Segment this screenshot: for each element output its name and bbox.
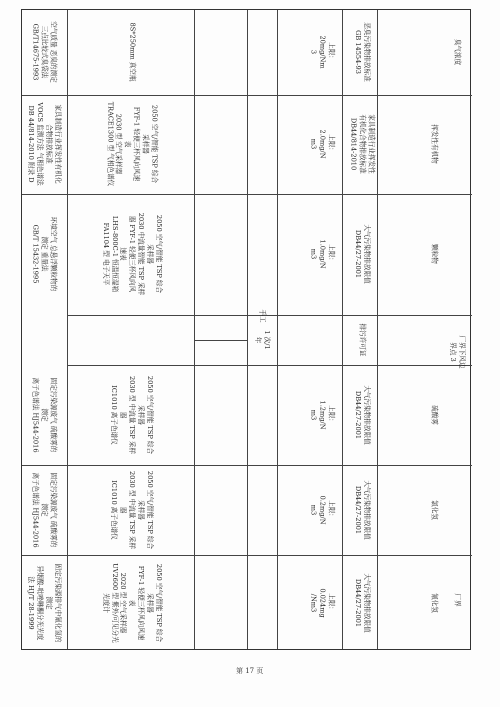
row-divider: [22, 555, 472, 556]
test-method-cell: 空气质量 恶臭的测定 三点比较式臭袋法 GB/T14675-1993: [31, 21, 58, 83]
col-divider: [194, 10, 195, 649]
limit-cell: 上限： 20mg/Nm 3: [309, 35, 336, 69]
col-divider: [377, 10, 378, 649]
col-divider: [67, 10, 68, 649]
factor-cell: 挥发性有机物: [430, 124, 439, 164]
row-divider: [22, 194, 472, 195]
method-cell: 2050 空气/智能 TSP 综合 采样器 2030 型 中流量 TSP 采样 器 IC1010 离子色谱仪: [110, 375, 155, 455]
method-cell: 8S*250mm 真空瓶: [128, 22, 137, 82]
page-number: 第 17 页: [236, 667, 264, 675]
col-divider: [277, 10, 278, 649]
col-divider: [247, 10, 248, 649]
standard-cell: 大气污染物排放限值 DB44/27-2001: [354, 480, 371, 540]
limit-cell: 上限： 1.0mg/N m3: [309, 239, 336, 269]
frequency-cell: 1 次/1 年: [254, 330, 271, 350]
method-cell: 2050 空气/智能 TSP 综合 采样器 2030 型 中流量 TSP 采样 器 IC1010 离子色谱仪: [110, 470, 155, 550]
limit-cell: 上限： 1.2mg/N m3: [309, 400, 336, 430]
row-divider: [22, 465, 472, 466]
method-cell: 2050 空气/智能 TSP 综合 采样器 2030 中流量智能 TSP 采样 器 FYF-1 轻便三杯风向风 速表 LHS-800C-1 恒温恒湿箱 FA1104 型 电子天平: [101, 212, 164, 296]
standard-cell: 大气污染物排放限值 DB44/27-2001: [354, 385, 371, 445]
factor-cell: 氯化氢: [430, 500, 439, 520]
factor-cell: 臭气浓度: [453, 38, 462, 66]
col-divider: [342, 10, 343, 649]
test-method-cell: 固定污染源废气 硫酸雾的 测定 离子色谱法 HJ544-2016: [31, 472, 58, 548]
standard-cell: 大气污染物排放限值 DB44/27-2001: [354, 224, 371, 284]
monitoring-table: [21, 9, 471, 650]
row-divider: [22, 95, 472, 96]
area-cell: 厂界: [453, 593, 462, 607]
limit-cell: 上限： 0.024mg /Nm3: [309, 588, 336, 618]
limit-cell: 上限： 0.2mg/N m3: [309, 495, 336, 525]
standard-cell: 恶臭污染物排放标准 GB 14554-93: [354, 22, 371, 82]
manner-cell: 手工: [258, 309, 267, 323]
test-method-cell: 家具制造行业挥发性有机化 合物排放标准 VOCS 监测方法 气相色谱法 DB 44/814-2010 附录 D: [27, 102, 62, 186]
permit-label: 排污许可证: [358, 323, 367, 357]
location-cell: 厂界下风边 界点 3: [449, 335, 466, 369]
row-divider: [194, 340, 247, 341]
factor-cell: 硫酸雾: [430, 405, 439, 425]
test-method-cell: 固定污染源排气中氰化氢的 测定 异烟酸-吡唑啉酮分光光度 法 HJ/T 28-1999: [27, 563, 62, 643]
standard-cell: 家具制造行业挥发性 有机化合物排放标准 DB44/814-2010: [349, 114, 376, 174]
test-method-cell: 固定污染源废气 硫酸雾的 测定 离子色谱法 HJ544-2016: [31, 377, 58, 453]
factor-cell: 颗粒物: [430, 244, 439, 264]
factor-cell: 氰化氢: [430, 593, 439, 613]
standard-cell: 大气污染物排放限值 DB44/27-2001: [354, 573, 371, 633]
method-cell: 2050 空气/智能 TSP 综合 采样器 FYF-1 轻便三杯风向风速 表 2020 型 空气采样器 UV2600 型 紫外/可见分光 光度计: [101, 563, 164, 643]
test-method-cell: 环境空气 总悬浮颗粒物的 测定 重量法 GB/T 15432-1995: [31, 216, 58, 292]
limit-cell: 上限： 2.0mg/N m3: [309, 129, 336, 159]
method-cell: 2050 空气/智能 TSP 综合 采样器 FYF-1 轻便三杯风向风速 表 2030 型 空气采样器 TRACE1300 型 气相色谱仪: [106, 101, 159, 187]
